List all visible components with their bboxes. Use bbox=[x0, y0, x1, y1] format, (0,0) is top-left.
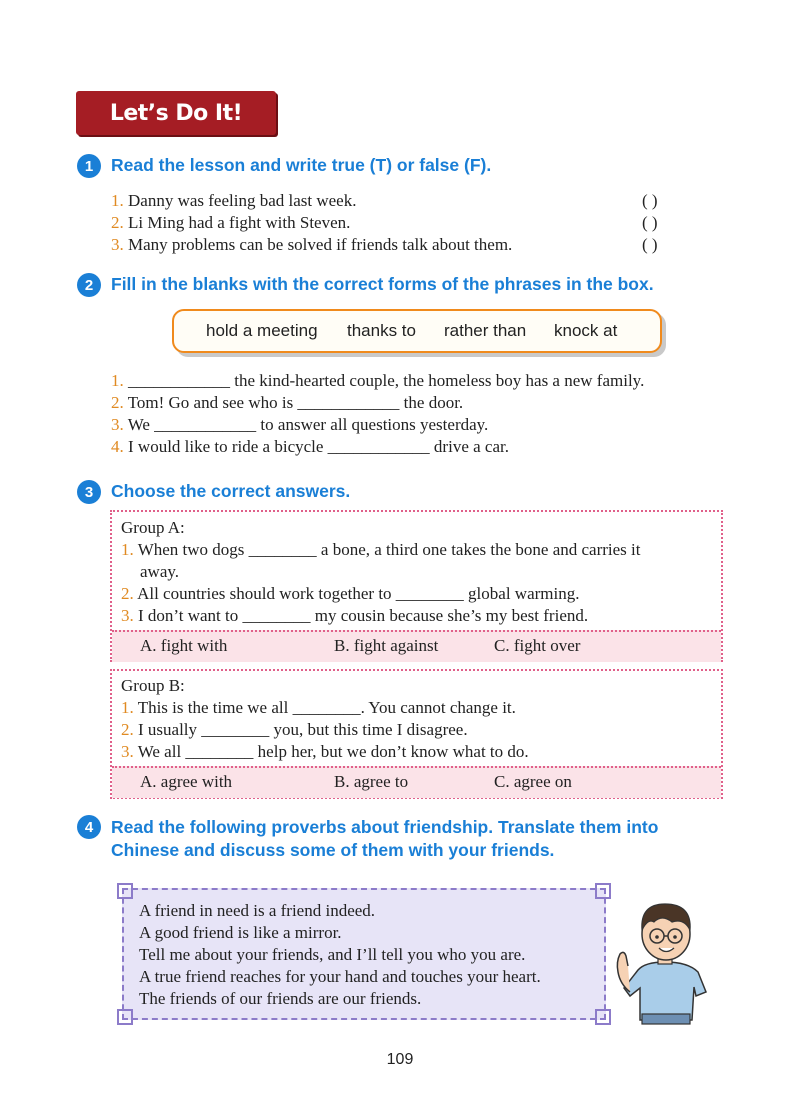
section-4-title-line-2: Chinese and discuss some of them with your friends. bbox=[111, 840, 555, 860]
phrase: hold a meeting bbox=[206, 321, 318, 340]
s2-item-2: 2. Tom! Go and see who is ____________ the door. bbox=[111, 393, 464, 412]
group-b-label: Group B: bbox=[121, 676, 185, 695]
group-a-item-3: 3. I don’t want to ________ my cousin because she’s my best friend. bbox=[121, 606, 589, 625]
group-b-item-2: 2. I usually ________ you, but this time I disagree. bbox=[121, 720, 468, 739]
option-b[interactable]: B. agree to bbox=[334, 772, 409, 791]
s2-item-4: 4. I would like to ride a bicycle ____________ drive a car. bbox=[111, 437, 509, 456]
section-2-title: Fill in the blanks with the correct forms of the phrases in the box. bbox=[111, 274, 654, 294]
section-4-number: 4 bbox=[77, 815, 101, 839]
corner-ornament bbox=[595, 1009, 611, 1025]
answer-blank[interactable]: ( ) bbox=[642, 213, 658, 232]
group-a-box bbox=[110, 510, 723, 662]
corner-ornament bbox=[117, 883, 133, 899]
s1-item-3: 3. Many problems can be solved if friends talk about them. bbox=[111, 235, 513, 254]
proverb-1: A friend in need is a friend indeed. bbox=[139, 901, 376, 920]
section-3-title: Choose the correct answers. bbox=[111, 481, 351, 501]
cartoon-boy-illustration bbox=[610, 892, 720, 1027]
option-c[interactable]: C. agree on bbox=[494, 772, 572, 791]
group-a-item-1-cont: away. bbox=[140, 562, 180, 581]
s1-item-2: 2. Li Ming had a fight with Steven. bbox=[111, 213, 351, 232]
group-b-item-1: 1. This is the time we all ________. You cannot change it. bbox=[121, 698, 516, 717]
group-b-box bbox=[110, 669, 723, 799]
s2-item-1: 1. ____________ the kind-hearted couple, the homeless boy has a new family. bbox=[111, 371, 645, 390]
proverb-2: A good friend is like a mirror. bbox=[139, 923, 342, 942]
group-a-label: Group A: bbox=[121, 518, 185, 537]
option-c[interactable]: C. fight over bbox=[494, 636, 581, 655]
section-4-title-line-1: Read the following proverbs about friendship. Translate them into bbox=[111, 817, 659, 837]
option-b[interactable]: B. fight against bbox=[334, 636, 439, 655]
section-1-number: 1 bbox=[77, 154, 101, 178]
option-a[interactable]: A. fight with bbox=[140, 636, 228, 655]
group-a-options bbox=[112, 630, 721, 662]
section-2-number: 2 bbox=[77, 273, 101, 297]
s2-item-3: 3. We ____________ to answer all questions yesterday. bbox=[111, 415, 489, 434]
corner-ornament bbox=[595, 883, 611, 899]
group-a-item-1: 1. When two dogs ________ a bone, a third one takes the bone and carries it bbox=[121, 540, 641, 559]
phrase: rather than bbox=[444, 321, 527, 340]
proverb-5: The friends of our friends are our friends. bbox=[139, 989, 422, 1008]
group-b-options bbox=[112, 766, 721, 798]
phrase: knock at bbox=[554, 321, 618, 340]
group-a-item-2: 2. All countries should work together to ________ global warming. bbox=[121, 584, 580, 603]
option-a[interactable]: A. agree with bbox=[140, 772, 233, 791]
corner-ornament bbox=[117, 1009, 133, 1025]
proverb-3: Tell me about your friends, and I’ll tell you who you are. bbox=[139, 945, 526, 964]
proverb-box bbox=[122, 888, 606, 1020]
phrase-box bbox=[172, 309, 662, 353]
section-3-number: 3 bbox=[77, 480, 101, 504]
group-b-item-3: 3. We all ________ help her, but we don’t know what to do. bbox=[121, 742, 529, 761]
section-1-title: Read the lesson and write true (T) or false (F). bbox=[111, 155, 492, 175]
lets-do-it-banner bbox=[76, 91, 276, 135]
banner-title: Let’s Do It! bbox=[109, 100, 243, 126]
page-number: 109 bbox=[386, 1051, 414, 1068]
phrase: thanks to bbox=[347, 321, 416, 340]
s1-item-1: 1. Danny was feeling bad last week. bbox=[111, 191, 357, 210]
answer-blank[interactable]: ( ) bbox=[642, 235, 658, 254]
answer-blank[interactable]: ( ) bbox=[642, 191, 658, 210]
proverb-4: A true friend reaches for your hand and touches your heart. bbox=[139, 967, 541, 986]
